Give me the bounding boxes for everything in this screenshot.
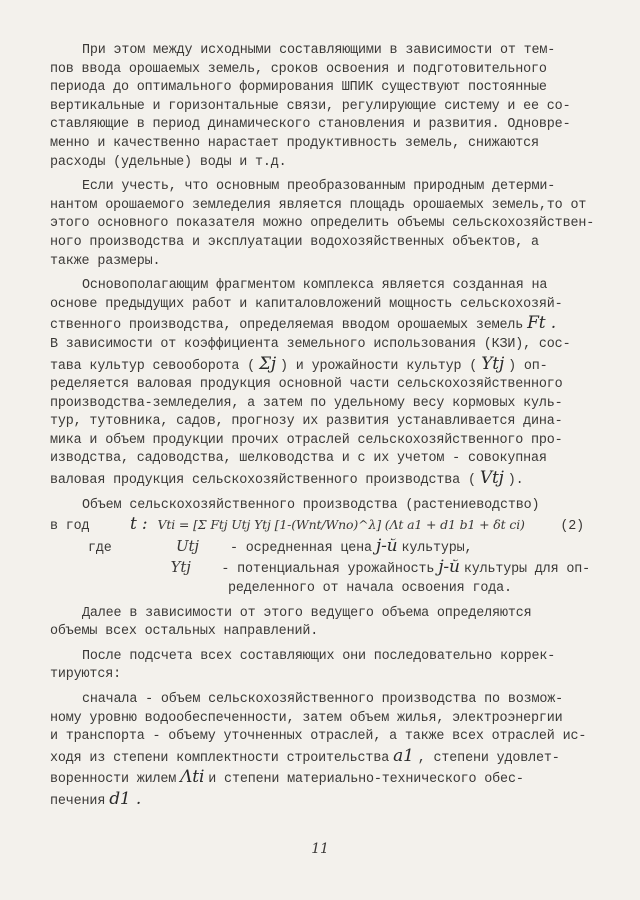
text-line: При этом между исходными составляющими в зависимости от тем- bbox=[82, 43, 556, 58]
handwritten-variable: Ft . bbox=[527, 313, 556, 334]
paragraph-7 bbox=[50, 691, 590, 812]
text-line bbox=[50, 790, 590, 812]
handwritten-variable: d1 . bbox=[109, 788, 142, 809]
text-fragment: ственного производства, определяемая вводом орошаемых земель bbox=[50, 318, 524, 334]
text-fragment: валовая продукция сельскохозяйственного производства ( bbox=[50, 473, 476, 489]
text-fragment: ). bbox=[507, 473, 524, 489]
text-line: периода до оптимального формирования ШПИК существуют постоянные bbox=[50, 80, 547, 96]
text-line: Объем сельскохозяйственного производства (растениеводство) bbox=[82, 497, 540, 513]
text-line: Если учесть, что основным преобразованным природным детерми- bbox=[82, 179, 556, 195]
text-line: ставляющие в период динамического становления и развития. Одновре- bbox=[50, 117, 571, 133]
text-line: нантом орошаемого земледелия является площадь орошаемых земель,то от bbox=[50, 197, 587, 213]
definition-line bbox=[50, 537, 590, 559]
text-line bbox=[50, 355, 590, 377]
text-line: и транспорта - объему уточненных отраслей, а также всех отраслей ис- bbox=[50, 729, 587, 745]
text-line: пов ввода орошаемых земель, сроков освоения и подготовительного bbox=[50, 61, 547, 77]
text-line bbox=[50, 314, 590, 336]
text-line: тур, тутовника, садов, прогнозу их развития устанавливается дина- bbox=[50, 414, 563, 430]
paragraph-formula bbox=[50, 497, 590, 599]
text-line: изводства, садоводства, шелководства и с их учетом - совокупная bbox=[50, 451, 547, 467]
paragraph-2 bbox=[50, 178, 595, 271]
paragraph-1 bbox=[50, 42, 590, 172]
handwritten-variable: Ytj bbox=[481, 353, 505, 374]
handwritten-variable: j-й bbox=[375, 535, 398, 556]
text-line: После подсчета всех составляющих они последовательно коррек- bbox=[82, 648, 556, 664]
handwritten-variable: t : bbox=[130, 514, 148, 535]
handwritten-variable: Ytj bbox=[170, 558, 191, 577]
paragraph-6 bbox=[50, 648, 590, 685]
text-fragment: культуры, bbox=[401, 540, 473, 556]
handwritten-variable: Σj bbox=[259, 353, 277, 374]
text-fragment: печения bbox=[50, 793, 106, 809]
handwritten-formula: Vti = [Σ Ftj Utj Ytj [1-(Wnt/Wno)^λ] (Λt a1 + d1 b1 + δt ci) bbox=[157, 517, 525, 533]
text-line: объемы всех остальных направлений. bbox=[50, 624, 319, 640]
text-fragment: ) и урожайности культур ( bbox=[280, 358, 478, 374]
text-line: этого основного показателя можно определить объемы сельскохозяйствен- bbox=[50, 216, 595, 232]
where-label: где bbox=[88, 540, 112, 556]
equation-number: (2) bbox=[560, 519, 584, 535]
text-fragment: воренности жилем bbox=[50, 772, 177, 788]
handwritten-variable: Vtj bbox=[479, 468, 504, 489]
definition-line bbox=[50, 558, 590, 580]
text-line: тируются: bbox=[50, 667, 121, 683]
text-line: Далее в зависимости от этого ведущего объема определяются bbox=[82, 605, 532, 621]
text-fragment: - потенциальная урожайность bbox=[221, 562, 435, 578]
text-line bbox=[50, 747, 590, 769]
formula-prefix: в год bbox=[50, 519, 90, 535]
page-number: 11 bbox=[311, 841, 329, 857]
text-fragment: - осредненная цена bbox=[230, 540, 372, 556]
text-line: вертикальные и горизонтальные связи, регулирующие систему и ее со- bbox=[50, 98, 571, 114]
formula-line bbox=[50, 515, 590, 537]
text-line: сначала - объем сельскохозяйственного производства по возмож- bbox=[82, 692, 564, 707]
text-line bbox=[50, 768, 590, 790]
text-fragment: ) оп- bbox=[508, 358, 548, 374]
handwritten-variable: a1 bbox=[393, 745, 414, 766]
text-line: ного производства и эксплуатации водохозяйственных объектов, а bbox=[50, 234, 539, 250]
text-fragment: , степени удовлет- bbox=[417, 750, 560, 766]
text-line: ному уровню водообеспеченности, затем объем жилья, электроэнергии bbox=[50, 710, 563, 726]
text-line: производства-земледелия, а затем по удельному весу кормовых куль- bbox=[50, 395, 563, 411]
handwritten-variable: Λti bbox=[180, 767, 205, 788]
text-fragment: и степени материально-технического обес- bbox=[208, 772, 524, 788]
text-line: расходы (удельные) воды и т.д. bbox=[50, 154, 287, 170]
handwritten-variable: Utj bbox=[176, 536, 199, 555]
text-line: также размеры. bbox=[50, 253, 161, 269]
paragraph-3 bbox=[50, 277, 590, 491]
handwritten-variable: j-й bbox=[438, 557, 460, 578]
text-line: основе предыдущих работ и капиталовложений мощность сельскохозяй- bbox=[50, 296, 563, 312]
text-line: ределяется валовая продукция основной части сельскохозяйственного bbox=[50, 377, 563, 393]
paragraph-5 bbox=[50, 605, 590, 642]
definition-continuation: ределенного от начала освоения года. bbox=[228, 581, 512, 597]
text-fragment: культуры для оп- bbox=[463, 562, 590, 578]
text-line: Основополагающим фрагментом комплекса является созданная на bbox=[82, 278, 548, 294]
text-fragment: ходя из степени комплектности строительства bbox=[50, 750, 390, 766]
text-line bbox=[50, 469, 590, 491]
text-line: менно и качественно нарастает продуктивность земель, снижаются bbox=[50, 135, 539, 151]
text-line: мика и объем продукции прочих отраслей сельскохозяйственного про- bbox=[50, 432, 563, 448]
text-fragment: тава культур севооборота ( bbox=[50, 358, 256, 374]
text-line: В зависимости от коэффициента земельного использования (КЗИ), сос- bbox=[50, 336, 571, 352]
